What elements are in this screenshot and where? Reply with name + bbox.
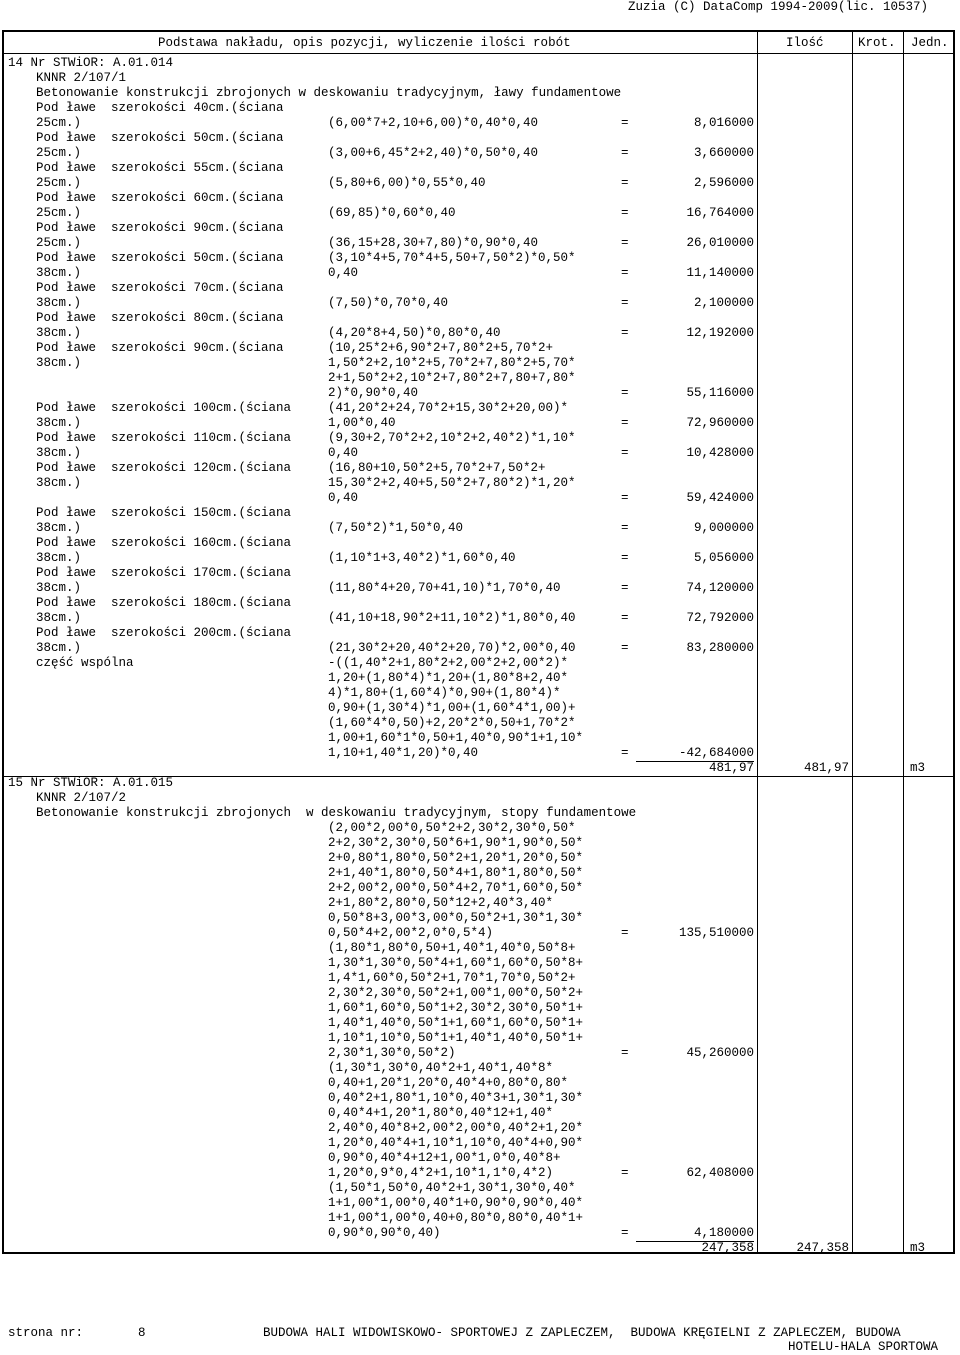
calc-description: Pod ławe szerokości 90cm.(ściana: [36, 341, 284, 355]
calc-description: 38cm.): [36, 521, 82, 535]
calc-formula: 1,50*2+2,10*2+5,70*2+7,80*2+5,70*: [328, 356, 576, 370]
calc-formula: 15,30*2+2,40+5,50*2+7,80*2)*1,20*: [328, 476, 576, 490]
footer-page-number: 8: [138, 1326, 146, 1340]
calc-description: 38cm.): [36, 356, 82, 370]
calc-formula: (1,80*1,80*0,50+1,40*1,40*0,50*8+: [328, 941, 576, 955]
calc-description: 25cm.): [36, 176, 82, 190]
calc-description: Pod ławe szerokości 40cm.(ściana: [36, 101, 284, 115]
equals-sign: =: [621, 521, 629, 535]
calc-formula: (1,10*1+3,40*2)*1,60*0,40: [328, 551, 516, 565]
equals-sign: =: [621, 1166, 629, 1180]
copyright: Zuzia (C) DataComp 1994-2009(lic. 10537): [628, 0, 929, 14]
calc-formula: 2,40*0,40*8+2,00*2,00*0,40*2+1,20*: [328, 1121, 584, 1135]
equals-sign: =: [621, 176, 629, 190]
item-krot: 247,358: [796, 1241, 849, 1255]
calc-formula: 1,20+(1,80*4)*1,20+(1,80*8+2,40*: [328, 671, 569, 685]
calc-formula: 0,40*4+1,20*1,80*0,40*12+1,40*: [328, 1106, 554, 1120]
footer-project-line1: BUDOWA HALI WIDOWISKOWO- SPORTOWEJ Z ZAPLECZEM, BUDOWA KRĘGIELNI Z ZAPLECZEM, BUDOWA: [263, 1326, 901, 1340]
calc-description: część wspólna: [36, 656, 134, 670]
col-divider: [757, 32, 758, 1252]
equals-sign: =: [621, 491, 629, 505]
equals-sign: =: [621, 236, 629, 250]
calc-formula: (41,20*2+24,70*2+15,30*2+20,00)*: [328, 401, 569, 415]
calc-description: 38cm.): [36, 476, 82, 490]
item-number: 14 Nr STWiOR: A.01.014: [8, 56, 174, 70]
calc-formula: 1,4*1,60*0,50*2+1,70*1,70*0,50*2+: [328, 971, 576, 985]
item-krot: 481,97: [803, 761, 849, 775]
calc-formula: 0,90*0,40*4+12+1,00*1,0*0,40*8+: [328, 1151, 561, 1165]
calc-description: Pod ławe szerokości 70cm.(ściana: [36, 281, 284, 295]
calc-description: Pod ławe szerokości 55cm.(ściana: [36, 161, 284, 175]
calc-result: 3,660000: [693, 146, 754, 160]
calc-formula: 0,40: [328, 446, 359, 460]
calc-result: 135,510000: [678, 926, 754, 940]
equals-sign: =: [621, 1046, 629, 1060]
calc-formula: 2+1,50*2+2,10*2+7,80*2+7,80+7,80*: [328, 371, 576, 385]
item-number: 15 Nr STWiOR: A.01.015: [8, 776, 174, 790]
calc-formula: (11,80*4+20,70+41,10)*1,70*0,40: [328, 581, 561, 595]
calc-formula: 2+0,80*1,80*0,50*2+1,20*1,20*0,50*: [328, 851, 584, 865]
calc-formula: 0,90*0,90*0,40): [328, 1226, 441, 1240]
calc-formula: (1,50*1,50*0,40*2+1,30*1,30*0,40*: [328, 1181, 576, 1195]
calc-formula: (1,60*4*0,50)+2,20*2*0,50+1,70*2*: [328, 716, 576, 730]
calc-formula: 2+1,80*2,80*0,50*12+2,40*3,40*: [328, 896, 554, 910]
calc-formula: 0,40+1,20*1,20*0,40*4+0,80*0,80*: [328, 1076, 569, 1090]
calc-description: 38cm.): [36, 581, 82, 595]
calc-formula: 1,60*1,60*0,50*1+2,30*2,30*0,50*1+: [328, 1001, 584, 1015]
calc-formula: 0,40: [328, 491, 359, 505]
item-unit: m3: [910, 1241, 926, 1255]
calc-formula: (41,10+18,90*2+11,10*2)*1,80*0,40: [328, 611, 576, 625]
calc-description: Pod ławe szerokości 80cm.(ściana: [36, 311, 284, 325]
calc-formula: (6,00*7+2,10+6,00)*0,40*0,40: [328, 116, 539, 130]
calc-result: 8,016000: [693, 116, 754, 130]
calc-description: 38cm.): [36, 296, 82, 310]
item-code: KNNR 2/107/1: [36, 71, 127, 85]
calc-description: 38cm.): [36, 551, 82, 565]
calc-result: 45,260000: [686, 1046, 754, 1060]
item-unit: m3: [910, 761, 926, 775]
calc-description: 38cm.): [36, 446, 82, 460]
calc-formula: (9,30+2,70*2+2,10*2+2,40*2)*1,10*: [328, 431, 576, 445]
calc-formula: (36,15+28,30+7,80)*0,90*0,40: [328, 236, 539, 250]
calc-formula: 2,30*2,30*0,50*2+1,00*1,00*0,50*2+: [328, 986, 584, 1000]
calc-description: Pod ławe szerokości 100cm.(ściana: [36, 401, 292, 415]
calc-description: Pod ławe szerokości 180cm.(ściana: [36, 596, 292, 610]
item-title: Betonowanie konstrukcji zbrojonych w deskowaniu tradycyjnym, stopy fundamentowe: [36, 806, 637, 820]
equals-sign: =: [621, 206, 629, 220]
calc-formula: (2,00*2,00*0,50*2+2,30*2,30*0,50*: [328, 821, 576, 835]
equals-sign: =: [621, 116, 629, 130]
calc-description: 38cm.): [36, 641, 82, 655]
calc-result: 11,140000: [686, 266, 754, 280]
calc-formula: 0,50*4+2,00*2,0*0,5*4): [328, 926, 494, 940]
equals-sign: =: [621, 266, 629, 280]
calc-formula: 1+1,00*1,00*0,40+0,80*0,80*0,40*1+: [328, 1211, 584, 1225]
calc-formula: 1,20*0,40*4+1,10*1,10*0,40*4+0,90*: [328, 1136, 584, 1150]
calc-description: 25cm.): [36, 206, 82, 220]
calc-formula: 1+1,00*1,00*0,40*1+0,90*0,90*0,40*: [328, 1196, 584, 1210]
calc-description: Pod ławe szerokości 200cm.(ściana: [36, 626, 292, 640]
calc-formula: 0,40*2+1,80*1,10*0,40*3+1,30*1,30*: [328, 1091, 584, 1105]
calc-formula: 2+2,30*2,30*0,50*6+1,90*1,90*0,50*: [328, 836, 584, 850]
footer-project-line2: HOTELU-HALA SPORTOWA: [788, 1340, 939, 1354]
calc-result: 72,792000: [686, 611, 754, 625]
calc-formula: (69,85)*0,60*0,40: [328, 206, 456, 220]
equals-sign: =: [621, 551, 629, 565]
calc-formula: -((1,40*2+1,80*2+2,00*2+2,00*2)*: [328, 656, 569, 670]
calc-formula: 1,00+1,60*1*0,50+1,40*0,90*1+1,10*: [328, 731, 584, 745]
equals-sign: =: [621, 1226, 629, 1240]
equals-sign: =: [621, 296, 629, 310]
calc-description: Pod ławe szerokości 90cm.(ściana: [36, 221, 284, 235]
equals-sign: =: [621, 641, 629, 655]
header-divider: [4, 53, 953, 54]
calc-formula: 1,10*1,10*0,50*1+1,40*1,40*0,50*1+: [328, 1031, 584, 1045]
calc-result: 62,408000: [686, 1166, 754, 1180]
calc-formula: (16,80+10,50*2+5,70*2+7,50*2+: [328, 461, 546, 475]
calc-formula: (7,50)*0,70*0,40: [328, 296, 449, 310]
col-divider: [903, 32, 904, 1252]
calc-result: 83,280000: [686, 641, 754, 655]
calc-description: 38cm.): [36, 416, 82, 430]
calc-formula: 1,40*1,40*0,50*1+1,60*1,60*0,50*1+: [328, 1016, 584, 1030]
item-total: 481,97: [708, 761, 754, 775]
col-divider: [852, 32, 853, 1252]
header-desc: Podstawa nakładu, opis pozycji, wyliczenie ilości robót: [158, 36, 571, 50]
calc-formula: (3,00+6,45*2+2,40)*0,50*0,40: [328, 146, 539, 160]
calc-formula: 1,10+1,40*1,20)*0,40: [328, 746, 479, 760]
equals-sign: =: [621, 926, 629, 940]
calc-formula: (3,10*4+5,70*4+5,50+7,50*2)*0,50*: [328, 251, 576, 265]
equals-sign: =: [621, 746, 629, 760]
item-title: Betonowanie konstrukcji zbrojonych w deskowaniu tradycyjnym, ławy fundamentowe: [36, 86, 622, 100]
calc-result: 16,764000: [686, 206, 754, 220]
calc-description: Pod ławe szerokości 50cm.(ściana: [36, 131, 284, 145]
calc-result: 74,120000: [686, 581, 754, 595]
calc-description: Pod ławe szerokości 110cm.(ściana: [36, 431, 292, 445]
calc-description: 25cm.): [36, 236, 82, 250]
calc-result: 26,010000: [686, 236, 754, 250]
calc-description: Pod ławe szerokości 50cm.(ściana: [36, 251, 284, 265]
calc-result: 2,100000: [693, 296, 754, 310]
calc-formula: 1,00*0,40: [328, 416, 396, 430]
footer-page-label: strona nr:: [8, 1326, 84, 1340]
header-krot: Krot.: [858, 36, 896, 50]
header-ilosc: Ilość: [786, 36, 824, 50]
calc-formula: 1,20*0,9*0,4*2+1,10*1,1*0,4*2): [328, 1166, 554, 1180]
calc-formula: 1,30*1,30*0,50*4+1,60*1,60*0,50*8+: [328, 956, 584, 970]
calc-formula: (4,20*8+4,50)*0,80*0,40: [328, 326, 501, 340]
calc-formula: 2)*0,90*0,40: [328, 386, 419, 400]
calc-formula: 4)*1,80+(1,60*4)*0,90+(1,80*4)*: [328, 686, 561, 700]
calc-result: -42,684000: [678, 746, 754, 760]
equals-sign: =: [621, 416, 629, 430]
calc-description: Pod ławe szerokości 170cm.(ściana: [36, 566, 292, 580]
calc-result: 4,180000: [693, 1226, 754, 1240]
calc-result: 2,596000: [693, 176, 754, 190]
calc-description: Pod ławe szerokości 60cm.(ściana: [36, 191, 284, 205]
equals-sign: =: [621, 326, 629, 340]
calc-result: 9,000000: [693, 521, 754, 535]
equals-sign: =: [621, 611, 629, 625]
header-jedn: Jedn.: [911, 36, 949, 50]
calc-formula: 2,30*1,30*0,50*2): [328, 1046, 456, 1060]
item-code: KNNR 2/107/2: [36, 791, 127, 805]
calc-description: 38cm.): [36, 611, 82, 625]
calc-description: 38cm.): [36, 326, 82, 340]
calc-formula: (10,25*2+6,90*2+7,80*2+5,70*2+: [328, 341, 554, 355]
calc-description: 25cm.): [36, 146, 82, 160]
equals-sign: =: [621, 446, 629, 460]
item-total: 247,358: [701, 1241, 754, 1255]
calc-formula: (7,50*2)*1,50*0,40: [328, 521, 464, 535]
calc-formula: 2+2,00*2,00*0,50*4+2,70*1,60*0,50*: [328, 881, 584, 895]
equals-sign: =: [621, 146, 629, 160]
calc-formula: 2+1,40*1,80*0,50*4+1,80*1,80*0,50*: [328, 866, 584, 880]
equals-sign: =: [621, 581, 629, 595]
calc-result: 72,960000: [686, 416, 754, 430]
calc-formula: 0,90+(1,30*4)*1,00+(1,60*4*1,00)+: [328, 701, 576, 715]
calc-description: Pod ławe szerokości 150cm.(ściana: [36, 506, 292, 520]
calc-result: 10,428000: [686, 446, 754, 460]
calc-description: Pod ławe szerokości 160cm.(ściana: [36, 536, 292, 550]
calc-result: 12,192000: [686, 326, 754, 340]
calc-result: 55,116000: [686, 386, 754, 400]
calc-formula: (21,30*2+20,40*2+20,70)*2,00*0,40: [328, 641, 576, 655]
calc-result: 5,056000: [693, 551, 754, 565]
calc-formula: (1,30*1,30*0,40*2+1,40*1,40*8*: [328, 1061, 554, 1075]
calc-description: 25cm.): [36, 116, 82, 130]
calc-description: 38cm.): [36, 266, 82, 280]
calc-formula: 0,50*8+3,00*3,00*0,50*2+1,30*1,30*: [328, 911, 584, 925]
calc-result: 59,424000: [686, 491, 754, 505]
calc-description: Pod ławe szerokości 120cm.(ściana: [36, 461, 292, 475]
equals-sign: =: [621, 386, 629, 400]
calc-formula: 0,40: [328, 266, 359, 280]
calc-formula: (5,80+6,00)*0,55*0,40: [328, 176, 486, 190]
